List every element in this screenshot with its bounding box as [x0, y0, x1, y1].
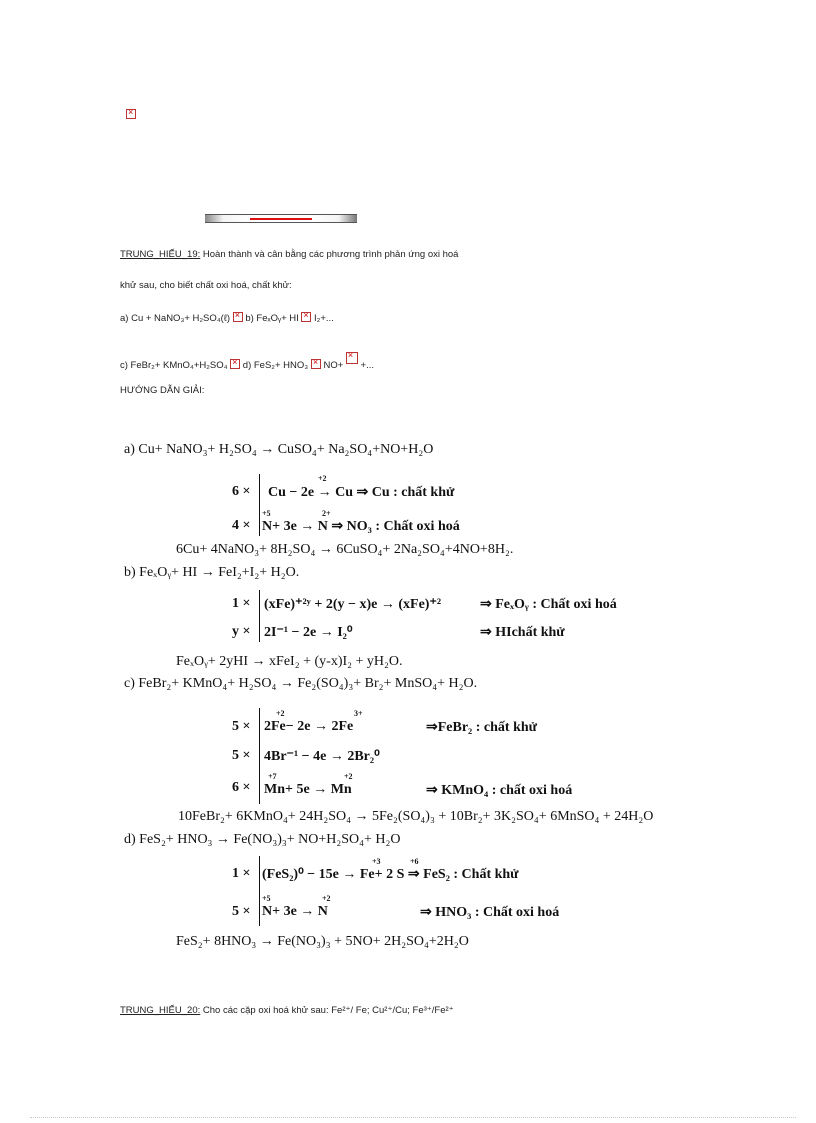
coef-b2: y × — [232, 624, 251, 639]
ox-a2b: 2+ — [322, 509, 331, 518]
broken-image-icon — [311, 359, 321, 369]
divider-icon — [205, 214, 357, 223]
ox-d2b: +2 — [322, 894, 331, 903]
ox-d1b: +6 — [410, 857, 419, 866]
final-d: FeS₂+ 8HNO₃ → Fe(NO₃)₃ + 5NO+ 2H₂SO₄+2H₂O — [176, 934, 469, 949]
ox-a1: +2 — [318, 474, 327, 483]
step-b2: 2I⁻¹ − 2e → I₂⁰ — [264, 625, 353, 640]
final-a: 6Cu+ 4NaNO₃+ 8H₂SO₄ → 6CuSO₄+ 2Na₂SO₄+4NO+8H₂. — [176, 542, 514, 557]
reaction-a: a) Cu+ NaNO₃+ H₂SO₄ → CuSO₄+ Na₂SO₄+NO+H₂O — [124, 442, 434, 457]
coef-d2: 5 × — [232, 904, 251, 919]
coef-b1: 1 × — [232, 596, 251, 611]
ox-d2a: +5 — [262, 894, 271, 903]
coef-c1: 5 × — [232, 719, 251, 734]
step-d1: (FeS₂)⁰ − 15e → Fe+ 2 S ⇒ FeS₂ : Chất khử — [262, 867, 519, 882]
problem19-heading: TRUNG_HIẾU_19: Hoàn thành và cân bằng các phương trình phản ứng oxi hoá — [120, 249, 459, 260]
coef-a1: 6 × — [232, 484, 251, 499]
problem19-line-cd: c) FeBr₂+ KMnO₄+H₂SO₄ × d) FeS₂+ HNO₃ × NO+ × +... — [120, 352, 374, 371]
step-c2: 4Br⁻¹ − 4e → 2Br₂⁰ — [264, 749, 380, 764]
step-a2: N+ 3e → N ⇒ NO₃ : Chất oxi hoá — [262, 519, 460, 534]
ox-d1a: +3 — [372, 857, 381, 866]
problem19-line-ab: a) Cu + NaNO₃+ H₂SO₄(ℓ) × b) FeₓOᵧ+ HI × I₂+... — [120, 312, 334, 324]
reaction-c: c) FeBr₂+ KMnO₄+ H₂SO₄ → Fe₂(SO₄)₃+ Br₂+ MnSO₄+ H₂O. — [124, 676, 478, 691]
step-c3: Mn+ 5e → Mn — [264, 782, 352, 797]
final-b: FeₓOᵧ+ 2yHI → xFeI₂ + (y-x)I₂ + yH₂O. — [176, 654, 403, 669]
guide-heading: HƯỚNG DẪN GIẢI: — [120, 385, 205, 396]
broken-image-icon — [230, 359, 240, 369]
ox-c1a: +2 — [276, 709, 285, 718]
coef-c2: 5 × — [232, 748, 251, 763]
ox-c1b: 3+ — [354, 709, 363, 718]
ox-c3a: +7 — [268, 772, 277, 781]
bracket-a — [259, 474, 260, 536]
step-d2: N+ 3e → N — [262, 904, 328, 919]
result-c1: ⇒FeBr₂ : chất khử — [426, 720, 538, 735]
problem19-heading-cont: khử sau, cho biết chất oxi hoá, chất khử: — [120, 280, 292, 291]
result-b1: ⇒ FeₓOᵧ : Chất oxi hoá — [480, 597, 617, 612]
page-bottom-rule — [30, 1117, 796, 1118]
reaction-d: d) FeS₂+ HNO₃ → Fe(NO₃)₃+ NO+H₂SO₄+ H₂O — [124, 832, 401, 847]
coef-c3: 6 × — [232, 780, 251, 795]
result-d2: ⇒ HNO₃ : Chất oxi hoá — [420, 905, 560, 920]
step-a1: Cu − 2e → Cu ⇒ Cu : chất khử — [268, 485, 455, 500]
problem20: TRUNG_HIẾU_20: Cho các cặp oxi hoá khử sau: Fe²⁺/ Fe; Cu²⁺/Cu; Fe³⁺/Fe²⁺ — [120, 1005, 454, 1016]
broken-image-icon — [233, 312, 243, 322]
broken-image-icon — [301, 312, 311, 322]
ox-c3b: +2 — [344, 772, 353, 781]
ox-a2a: +5 — [262, 509, 271, 518]
bracket-b — [259, 590, 260, 642]
result-c3: ⇒ KMnO₄ : chất oxi hoá — [426, 783, 573, 798]
coef-a2: 4 × — [232, 518, 251, 533]
bracket-c — [259, 708, 260, 804]
bracket-d — [259, 856, 260, 926]
reaction-b: b) FeₓOᵧ+ HI → FeI₂+I₂+ H₂O. — [124, 565, 300, 580]
broken-image-icon — [346, 352, 358, 364]
result-b2: ⇒ HIchất khử — [480, 625, 565, 640]
coef-d1: 1 × — [232, 866, 251, 881]
broken-image-icon — [126, 109, 136, 119]
final-c: 10FeBr₂+ 6KMnO₄+ 24H₂SO₄ → 5Fe₂(SO₄)₃ + 10Br₂+ 3K₂SO₄+ 6MnSO₄ + 24H₂O — [178, 809, 654, 824]
step-c1: 2Fe− 2e → 2Fe — [264, 719, 354, 734]
step-b1: (xFe)⁺²ʸ + 2(y − x)e → (xFe)⁺² — [264, 597, 442, 612]
